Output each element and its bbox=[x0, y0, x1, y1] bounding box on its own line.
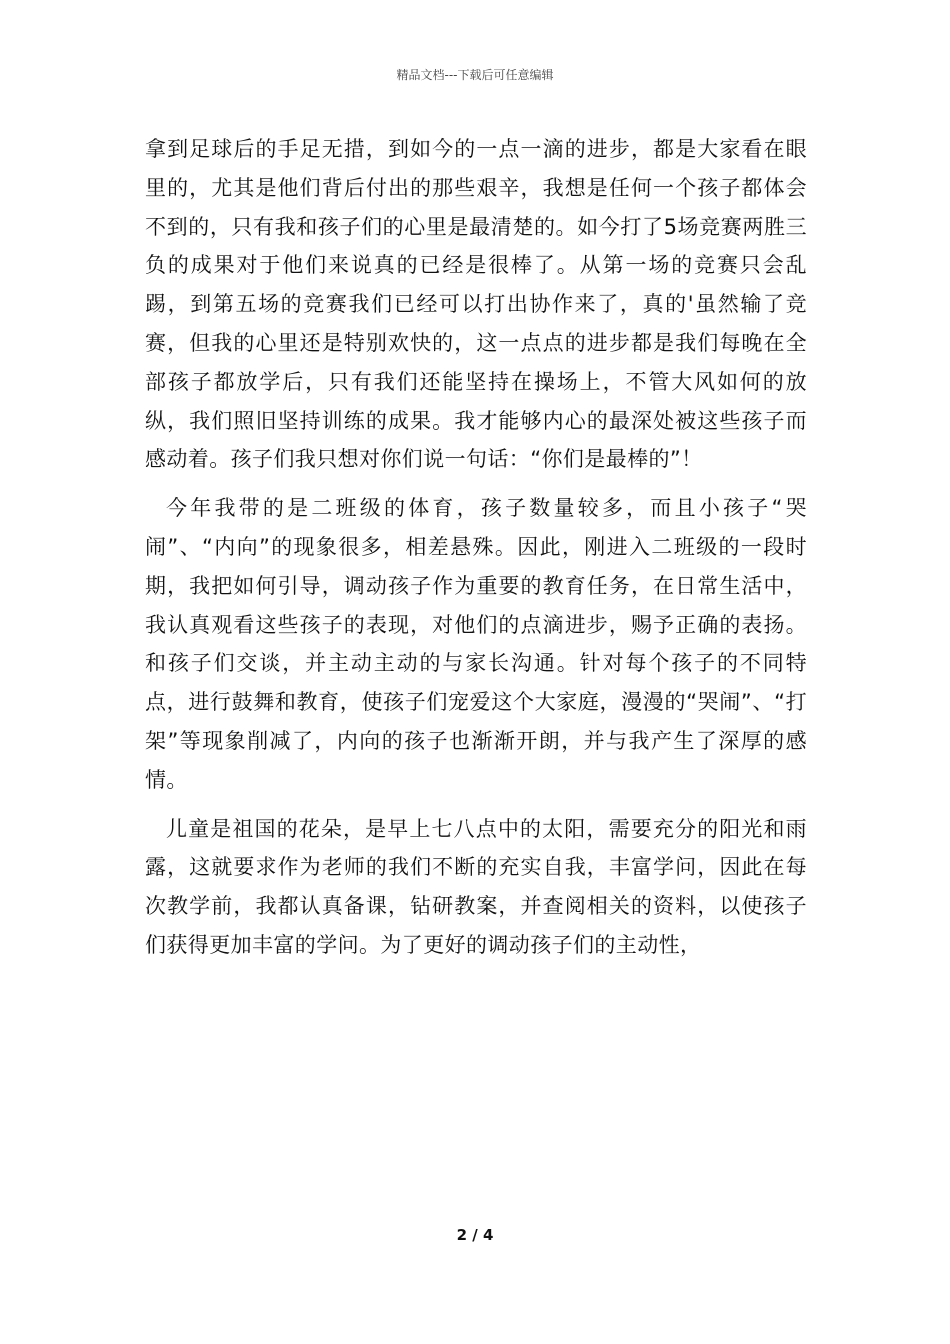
page-number: 2 / 4 bbox=[456, 1226, 494, 1244]
paragraph: 今年我带的是二班级的体育，孩子数量较多，而且小孩子“哭闹”、“内向”的现象很多，相差悬殊。因此，刚进入二班级的一段时期，我把如何引导，调动孩子作为重要的教育任务，在日常生活中，我认真观看这些孩子的表现，对他们的点滴进步，赐予正确的表扬。和孩子们交谈，并主动主动的与家长沟通。针对每个孩子的不同特点，进行鼓舞和教育，使孩子们宠爱这个大家庭，漫漫的“哭闹”、“打架”等现象削减了，内向的孩子也渐渐开朗，并与我产生了深厚的感情。 bbox=[145, 496, 807, 792]
document-body bbox=[145, 130, 807, 965]
paragraph: 儿童是祖国的花朵，是早上七八点中的太阳，需要充分的阳光和雨露，这就要求作为老师的我们不断的充实自我，丰富学问，因此在每次教学前，我都认真备课，钻研教案，并查阅相关的资料，以使孩子们获得更加丰富的学问。为了更好的调动孩子们的主动性， bbox=[145, 816, 807, 957]
paragraph: 拿到足球后的手足无措，到如今的一点一滴的进步，都是大家看在眼里的，尤其是他们背后付出的那些艰辛，我想是任何一个孩子都体会不到的，只有我和孩子们的心里是最清楚的。如今打了5场竞赛两胜三负的成果对于他们来说真的已经是很棒了。从第一场的竞赛只会乱踢，到第五场的竞赛我们已经可以打出协作来了，真的'虽然输了竞赛，但我的心里还是特别欢快的，这一点点的进步都是我们每晚在全部孩子都放学后，只有我们还能坚持在操场上，不管大风如何的放纵，我们照旧坚持训练的成果。我才能够内心的最深处被这些孩子而感动着。孩子们我只想对你们说一句话：“你们是最棒的”！ bbox=[145, 137, 807, 472]
page-header: 精品文档---下载后可任意编辑 bbox=[396, 68, 554, 82]
